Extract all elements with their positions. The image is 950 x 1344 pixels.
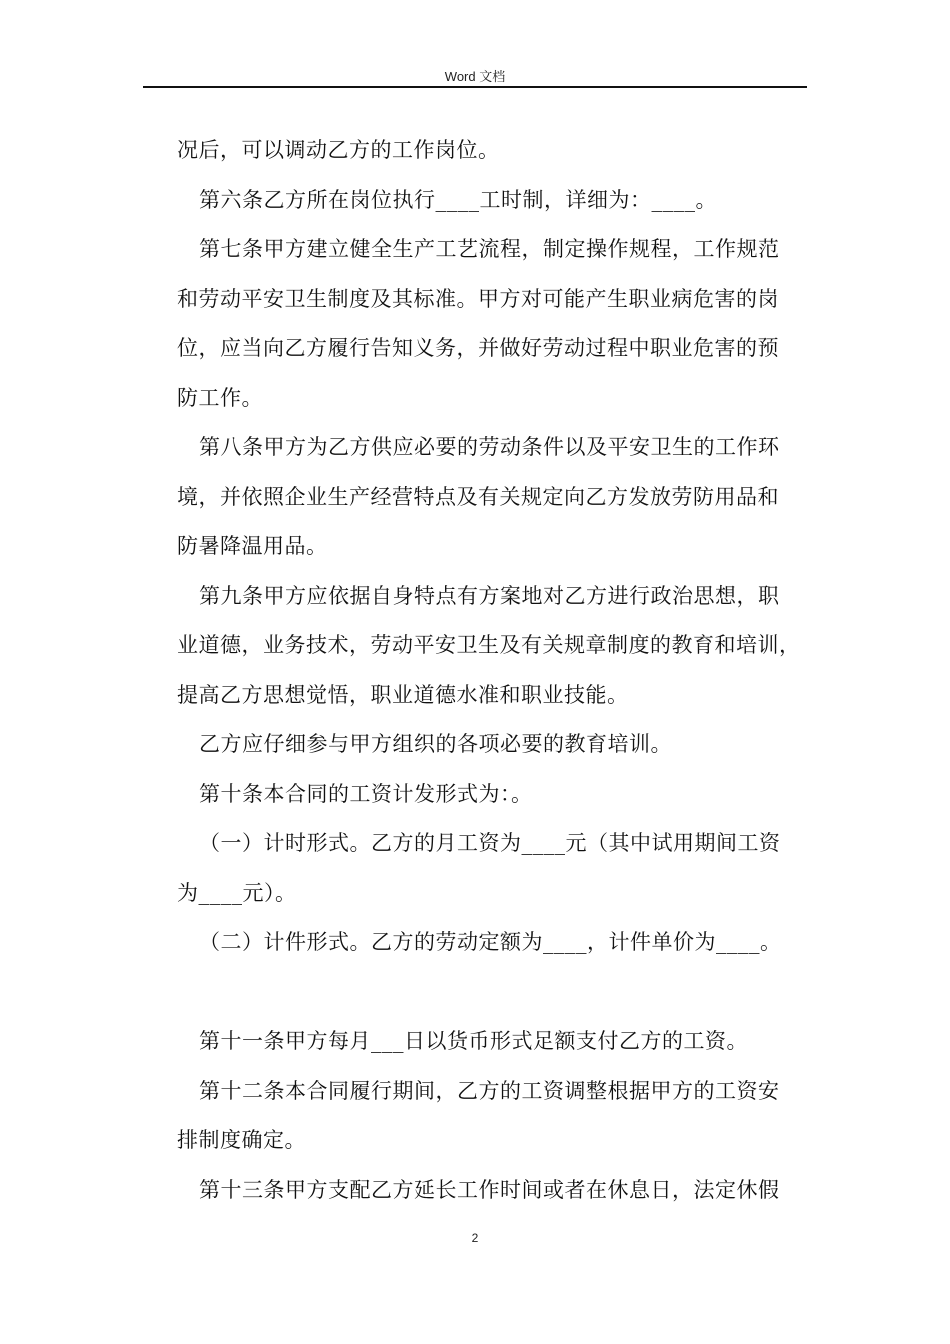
body-line: （二）计件形式。乙方的劳动定额为____，计件单价为____。: [199, 930, 782, 954]
header-divider: [143, 86, 807, 88]
blank-line: [177, 968, 813, 1018]
body-line: 排制度确定。: [177, 1128, 306, 1152]
body-line: （一）计时形式。乙方的月工资为____元（其中试用期间工资: [199, 831, 781, 855]
page-number: 2: [471, 1231, 479, 1245]
body-line: 防暑降温用品。: [177, 534, 328, 558]
body-line: 境，并依照企业生产经营特点及有关规定向乙方发放劳防用品和: [177, 484, 779, 509]
body-line: 为____元）。: [177, 880, 297, 905]
document-body: [177, 126, 813, 1215]
page-header-title: Word 文档: [444, 69, 506, 84]
body-line: 第十条本合同的工资计发形式为：。: [199, 781, 533, 806]
body-line: 和劳动平安卫生制度及其标准。甲方对可能产生职业病危害的岗: [177, 286, 779, 311]
body-line: 第九条甲方应依据自身特点有方案地对乙方进行政治思想，职: [199, 583, 780, 608]
body-line: 第八条甲方为乙方供应必要的劳动条件以及平安卫生的工作环: [199, 435, 780, 459]
body-line: 业道德，业务技术，劳动平安卫生及有关规章制度的教育和培训，: [177, 633, 801, 657]
body-line: 第十二条本合同履行期间，乙方的工资调整根据甲方的工资安: [199, 1078, 780, 1103]
body-line: 防工作。: [177, 385, 263, 410]
body-line: 况后，可以调动乙方的工作岗位。: [177, 138, 500, 162]
body-line: 乙方应仔细参与甲方组织的各项必要的教育培训。: [199, 732, 672, 756]
body-line: 第十三条甲方支配乙方延长工作时间或者在休息日，法定休假: [199, 1177, 780, 1202]
body-line: 位，应当向乙方履行告知义务，并做好劳动过程中职业危害的预: [177, 336, 779, 360]
body-line: 提高乙方思想觉悟，职业道德水准和职业技能。: [177, 682, 629, 707]
body-line: 第七条甲方建立健全生产工艺流程，制定操作规程，工作规范: [199, 237, 780, 261]
body-line: 第六条乙方所在岗位执行____工时制，详细为：____。: [199, 187, 717, 212]
body-line: 第十一条甲方每月___日以货币形式足额支付乙方的工资。: [199, 1029, 748, 1053]
